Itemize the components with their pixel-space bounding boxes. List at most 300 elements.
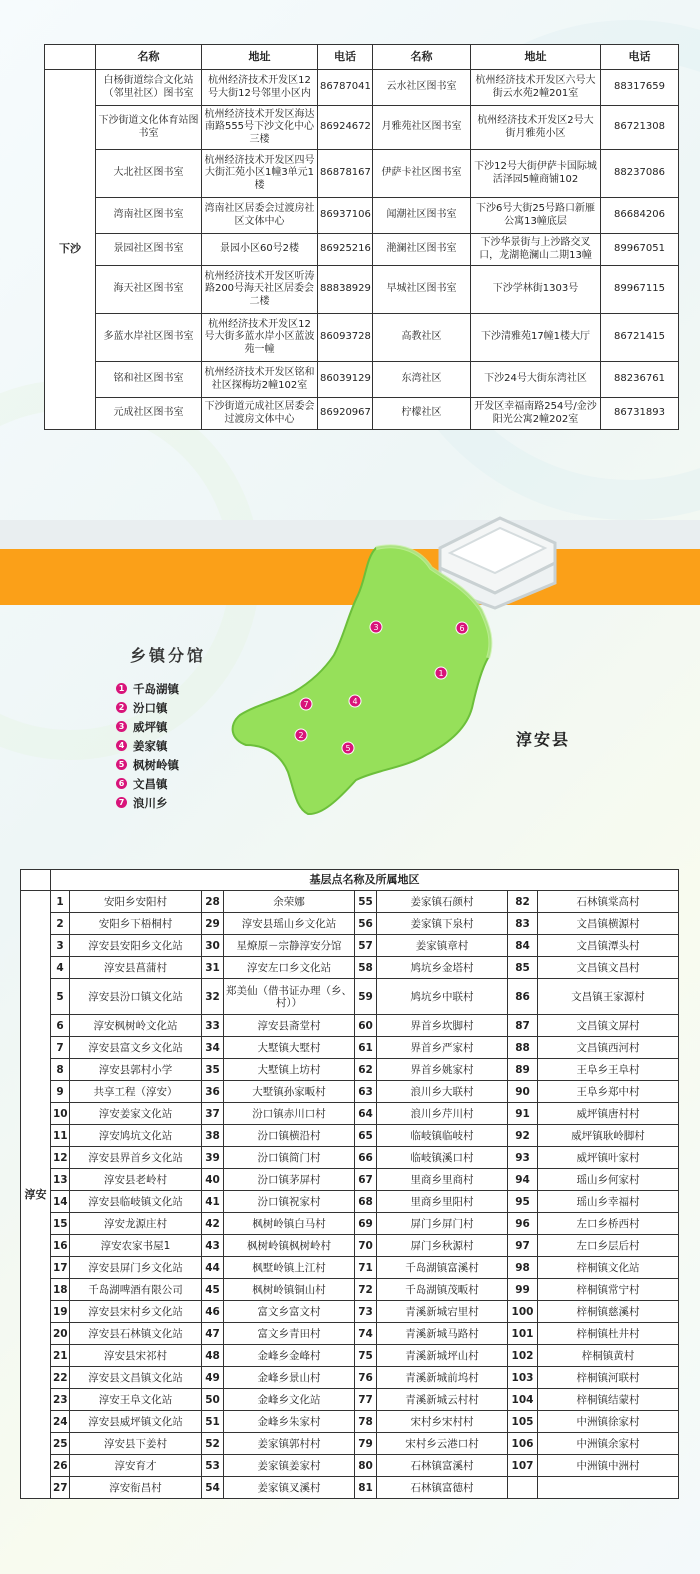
point-number: 32 (202, 979, 224, 1015)
table-title: 基层点名称及所属地区 (51, 870, 679, 891)
header-blank (21, 870, 51, 891)
table-row (21, 1323, 679, 1345)
table-cell: 86787041 (318, 70, 373, 106)
point-number: 20 (51, 1323, 70, 1345)
point-name: 淳安县下姜村 (70, 1433, 202, 1455)
table-cell: 下沙清雅苑17幢1楼大厅 (471, 314, 601, 362)
table-row (21, 1147, 679, 1169)
point-number: 91 (508, 1103, 538, 1125)
legend-number-badge: 1 (116, 683, 127, 694)
point-number: 98 (508, 1257, 538, 1279)
table-cell: 88237086 (601, 150, 679, 198)
table-cell: 下沙12号大街伊萨卡国际城活泽园5幢商铺102 (471, 150, 601, 198)
table-cell: 开发区幸福南路254号/金沙阳光公寓2幢202室 (471, 398, 601, 430)
point-name: 淳安农家书屋1 (70, 1235, 202, 1257)
point-number: 8 (51, 1059, 70, 1081)
map-marker-label: 5 (345, 744, 351, 753)
map-marker (349, 695, 361, 707)
legend-label: 威坪镇 (133, 719, 168, 734)
point-name: 石林镇富德村 (377, 1477, 508, 1499)
point-name: 淳安育才 (70, 1455, 202, 1477)
point-name: 文昌镇文昌村 (538, 957, 679, 979)
map-marker (300, 698, 312, 710)
table-row (21, 1169, 679, 1191)
point-number: 12 (51, 1147, 70, 1169)
table-cell: 月雅苑社区图书室 (373, 106, 471, 150)
point-name: 淳安县石林镇文化站 (70, 1323, 202, 1345)
point-name: 淳安枫树岭文化站 (70, 1015, 202, 1037)
point-name: 里商乡里阳村 (377, 1191, 508, 1213)
point-number: 38 (202, 1125, 224, 1147)
point-name: 姜家镇章村 (377, 935, 508, 957)
point-name: 金峰乡景山村 (224, 1367, 355, 1389)
point-name: 淳安鸠坑文化站 (70, 1125, 202, 1147)
point-number: 68 (355, 1191, 377, 1213)
point-name: 青溪新城马路村 (377, 1323, 508, 1345)
table-row (21, 1411, 679, 1433)
table-cell: 大北社区图书室 (96, 150, 202, 198)
point-name: 王阜乡王阜村 (538, 1059, 679, 1081)
table-row (21, 1367, 679, 1389)
point-number: 59 (355, 979, 377, 1015)
table-cell: 多蓝水岸社区图书室 (96, 314, 202, 362)
point-name: 文昌镇西河村 (538, 1037, 679, 1059)
region-cell: 淳安 (21, 891, 51, 1499)
point-number: 44 (202, 1257, 224, 1279)
point-number: 11 (51, 1125, 70, 1147)
table-row (45, 70, 679, 106)
table-cell: 86093728 (318, 314, 373, 362)
section-title: 乡镇分馆 (130, 646, 207, 665)
point-number: 81 (355, 1477, 377, 1499)
point-number: 73 (355, 1301, 377, 1323)
point-name: 星燎原－宗静淳安分馆 (224, 935, 355, 957)
legend-item (116, 774, 179, 793)
point-name: 淳安县瑶山乡文化站 (224, 913, 355, 935)
point-number: 49 (202, 1367, 224, 1389)
table-cell: 柠檬社区 (373, 398, 471, 430)
point-number: 92 (508, 1125, 538, 1147)
legend-number-badge: 5 (116, 759, 127, 770)
table-row (21, 935, 679, 957)
point-name: 左口乡层后村 (538, 1235, 679, 1257)
point-number: 60 (355, 1015, 377, 1037)
point-name: 石林镇棠高村 (538, 891, 679, 913)
header-blank (45, 45, 96, 70)
point-name: 淳安县临岐镇文化站 (70, 1191, 202, 1213)
point-number: 99 (508, 1279, 538, 1301)
point-number: 77 (355, 1389, 377, 1411)
legend-label: 汾口镇 (133, 700, 168, 715)
point-number: 18 (51, 1279, 70, 1301)
point-number: 74 (355, 1323, 377, 1345)
legend-label: 文昌镇 (133, 776, 168, 791)
map-marker (342, 742, 354, 754)
table-cell: 伊萨卡社区图书室 (373, 150, 471, 198)
column-header: 地址 (202, 45, 318, 70)
point-name: 姜家镇姜家村 (224, 1455, 355, 1477)
table-cell: 早城社区图书室 (373, 266, 471, 314)
point-name: 青溪新城宕里村 (377, 1301, 508, 1323)
point-name: 富文乡富文村 (224, 1301, 355, 1323)
point-name: 淳安王阜文化站 (70, 1389, 202, 1411)
point-number: 28 (202, 891, 224, 913)
point-name: 安阳乡下梧桐村 (70, 913, 202, 935)
table-cell: 下沙街道元成社区居委会过渡房文体中心 (202, 398, 318, 430)
point-name: 界首乡姚家村 (377, 1059, 508, 1081)
point-number: 100 (508, 1301, 538, 1323)
table-cell: 86684206 (601, 198, 679, 234)
point-number: 48 (202, 1345, 224, 1367)
table-row (21, 979, 679, 1015)
legend-item (116, 736, 179, 755)
point-name: 梓桐镇河联村 (538, 1367, 679, 1389)
point-number: 102 (508, 1345, 538, 1367)
point-number: 79 (355, 1433, 377, 1455)
table-cell: 88236761 (601, 362, 679, 398)
point-name: 淳安县宋村乡文化站 (70, 1301, 202, 1323)
point-name: 梓桐镇黄村 (538, 1345, 679, 1367)
point-number: 58 (355, 957, 377, 979)
point-name: 郑美仙（借书证办理（乡、村）） (224, 979, 355, 1015)
point-number: 76 (355, 1367, 377, 1389)
column-header: 电话 (601, 45, 679, 70)
table-row (21, 891, 679, 913)
table-cell: 86721308 (601, 106, 679, 150)
table-row (21, 1037, 679, 1059)
table-row (21, 1235, 679, 1257)
legend-item (116, 755, 179, 774)
point-name: 枫树岭镇枫树岭村 (224, 1235, 355, 1257)
point-name: 汾口镇简门村 (224, 1147, 355, 1169)
point-number: 21 (51, 1345, 70, 1367)
chunan-county-map (226, 540, 542, 830)
point-number: 54 (202, 1477, 224, 1499)
table-cell: 景园社区图书室 (96, 234, 202, 266)
point-name: 姜家镇石颜村 (377, 891, 508, 913)
table-cell: 铭和社区图书室 (96, 362, 202, 398)
point-number: 47 (202, 1323, 224, 1345)
point-number: 53 (202, 1455, 224, 1477)
point-number: 42 (202, 1213, 224, 1235)
point-name: 里商乡里商村 (377, 1169, 508, 1191)
point-number: 55 (355, 891, 377, 913)
table-cell: 86925216 (318, 234, 373, 266)
table-cell: 86924672 (318, 106, 373, 150)
point-number: 86 (508, 979, 538, 1015)
table-row (21, 1103, 679, 1125)
point-number: 7 (51, 1037, 70, 1059)
point-name: 浪川乡芹川村 (377, 1103, 508, 1125)
table-row (21, 1345, 679, 1367)
point-name: 青溪新城云村村 (377, 1389, 508, 1411)
point-number: 43 (202, 1235, 224, 1257)
table-cell: 元成社区图书室 (96, 398, 202, 430)
table-cell: 86721415 (601, 314, 679, 362)
table-cell: 89967115 (601, 266, 679, 314)
point-number: 89 (508, 1059, 538, 1081)
table-cell: 88838929 (318, 266, 373, 314)
map-legend (116, 679, 179, 812)
point-name: 梓桐镇慈溪村 (538, 1301, 679, 1323)
point-number: 3 (51, 935, 70, 957)
point-number: 65 (355, 1125, 377, 1147)
point-name: 威坪镇耿岭脚村 (538, 1125, 679, 1147)
point-number: 90 (508, 1081, 538, 1103)
map-marker-label: 6 (459, 624, 465, 633)
point-name: 金峰乡金峰村 (224, 1345, 355, 1367)
table-row (21, 1389, 679, 1411)
point-number: 25 (51, 1433, 70, 1455)
table-row (45, 314, 679, 362)
point-number: 66 (355, 1147, 377, 1169)
point-name: 梓桐镇常宁村 (538, 1279, 679, 1301)
point-name: 梓桐镇文化站 (538, 1257, 679, 1279)
table-row (45, 150, 679, 198)
point-name: 淳安县威坪镇文化站 (70, 1411, 202, 1433)
xiasha-library-table (44, 44, 679, 430)
table-cell: 海天社区图书室 (96, 266, 202, 314)
point-number: 57 (355, 935, 377, 957)
table-cell: 88317659 (601, 70, 679, 106)
table-row (21, 1455, 679, 1477)
point-number: 22 (51, 1367, 70, 1389)
point-number: 15 (51, 1213, 70, 1235)
point-name: 梓桐镇杜井村 (538, 1323, 679, 1345)
point-number: 70 (355, 1235, 377, 1257)
point-number: 82 (508, 891, 538, 913)
point-name: 鸠坑乡中联村 (377, 979, 508, 1015)
point-name: 淳安衔昌村 (70, 1477, 202, 1499)
point-name: 文昌镇文屏村 (538, 1015, 679, 1037)
point-name: 大墅镇孙家畈村 (224, 1081, 355, 1103)
point-name: 屏门乡屏门村 (377, 1213, 508, 1235)
point-name: 界首乡严家村 (377, 1037, 508, 1059)
point-number: 40 (202, 1169, 224, 1191)
map-marker-label: 4 (352, 697, 358, 706)
point-name: 淳安县文昌镇文化站 (70, 1367, 202, 1389)
legend-item (116, 793, 179, 812)
table-row (21, 1301, 679, 1323)
column-header: 名称 (373, 45, 471, 70)
point-name: 梓桐镇结蒙村 (538, 1389, 679, 1411)
point-number: 4 (51, 957, 70, 979)
point-number: 63 (355, 1081, 377, 1103)
point-number: 14 (51, 1191, 70, 1213)
point-number: 67 (355, 1169, 377, 1191)
point-name: 威坪镇叶家村 (538, 1147, 679, 1169)
legend-item (116, 679, 179, 698)
point-number: 33 (202, 1015, 224, 1037)
column-header: 地址 (471, 45, 601, 70)
legend-label: 姜家镇 (133, 738, 168, 753)
point-name: 淳安县屏门乡文化站 (70, 1257, 202, 1279)
table-cell: 下沙街道文化体育站图书室 (96, 106, 202, 150)
point-number: 64 (355, 1103, 377, 1125)
map-marker-label: 7 (303, 700, 309, 709)
point-number: 37 (202, 1103, 224, 1125)
table-cell: 杭州经济技术开发区铭和社区探梅坊2幢102室 (202, 362, 318, 398)
table-cell: 云水社区图书室 (373, 70, 471, 106)
point-number: 85 (508, 957, 538, 979)
table-row (45, 198, 679, 234)
point-name: 浪川乡大联村 (377, 1081, 508, 1103)
point-number: 9 (51, 1081, 70, 1103)
point-number: 19 (51, 1301, 70, 1323)
point-number: 39 (202, 1147, 224, 1169)
table-header-row (45, 45, 679, 70)
point-name: 淳安姜家文化站 (70, 1103, 202, 1125)
point-number: 106 (508, 1433, 538, 1455)
map-marker-label: 2 (298, 731, 304, 740)
point-number: 10 (51, 1103, 70, 1125)
map-marker (295, 729, 307, 741)
point-name: 淳安左口乡文化站 (224, 957, 355, 979)
point-name: 瑶山乡幸福村 (538, 1191, 679, 1213)
table-row (45, 398, 679, 430)
point-name: 威坪镇唐村村 (538, 1103, 679, 1125)
column-header: 名称 (96, 45, 202, 70)
table-cell: 东湾社区 (373, 362, 471, 398)
point-name: 汾口镇横沿村 (224, 1125, 355, 1147)
legend-number-badge: 6 (116, 778, 127, 789)
point-number: 87 (508, 1015, 538, 1037)
table-cell: 89967051 (601, 234, 679, 266)
point-name: 石林镇富溪村 (377, 1455, 508, 1477)
point-number: 51 (202, 1411, 224, 1433)
point-number: 80 (355, 1455, 377, 1477)
point-number (508, 1477, 538, 1499)
table-cell: 86878167 (318, 150, 373, 198)
table-cell: 下沙学林街1303号 (471, 266, 601, 314)
point-name: 文昌镇潭头村 (538, 935, 679, 957)
point-number: 27 (51, 1477, 70, 1499)
table-row (21, 1059, 679, 1081)
point-number: 94 (508, 1169, 538, 1191)
table-cell: 湾南社区图书室 (96, 198, 202, 234)
point-number: 16 (51, 1235, 70, 1257)
point-name: 淳安县宋祁村 (70, 1345, 202, 1367)
point-name: 宋村乡宋村村 (377, 1411, 508, 1433)
point-name: 千岛湖镇富溪村 (377, 1257, 508, 1279)
point-name: 安阳乡安阳村 (70, 891, 202, 913)
point-number: 61 (355, 1037, 377, 1059)
point-name: 宋村乡云港口村 (377, 1433, 508, 1455)
point-name: 大墅镇上坊村 (224, 1059, 355, 1081)
table-cell: 86731893 (601, 398, 679, 430)
point-number: 103 (508, 1367, 538, 1389)
table-cell: 景园小区60号2楼 (202, 234, 318, 266)
map-marker (456, 622, 468, 634)
point-name: 千岛湖啤酒有限公司 (70, 1279, 202, 1301)
table-cell: 杭州经济技术开发区12号大街12号邻里小区内 (202, 70, 318, 106)
point-name: 汾口镇赤川口村 (224, 1103, 355, 1125)
point-number: 34 (202, 1037, 224, 1059)
point-number: 78 (355, 1411, 377, 1433)
point-number: 105 (508, 1411, 538, 1433)
table-row (45, 234, 679, 266)
point-number: 1 (51, 891, 70, 913)
legend-item (116, 698, 179, 717)
point-number: 62 (355, 1059, 377, 1081)
table-row (21, 1015, 679, 1037)
point-name: 姜家镇叉溪村 (224, 1477, 355, 1499)
table-cell: 闻潮社区图书室 (373, 198, 471, 234)
point-name: 淳安县斋堂村 (224, 1015, 355, 1037)
point-number: 88 (508, 1037, 538, 1059)
column-header: 电话 (318, 45, 373, 70)
point-name: 文昌镇横源村 (538, 913, 679, 935)
table-cell: 湾南社区居委会过渡房社区文体中心 (202, 198, 318, 234)
point-name: 枫墅岭镇上江村 (224, 1257, 355, 1279)
table-row (21, 913, 679, 935)
table-cell: 杭州经济技术开发区海达南路555号下沙文化中心三楼 (202, 106, 318, 150)
point-number: 83 (508, 913, 538, 935)
point-name: 金峰乡朱家村 (224, 1411, 355, 1433)
table-row (21, 1279, 679, 1301)
point-number: 17 (51, 1257, 70, 1279)
point-number: 30 (202, 935, 224, 957)
table-cell: 下沙24号大街东湾社区 (471, 362, 601, 398)
point-name: 汾口镇祝家村 (224, 1191, 355, 1213)
point-name: 汾口镇茅屏村 (224, 1169, 355, 1191)
table-cell: 滟澜社区图书室 (373, 234, 471, 266)
point-number: 75 (355, 1345, 377, 1367)
point-number: 26 (51, 1455, 70, 1477)
table-row (21, 957, 679, 979)
legend-label: 枫树岭镇 (133, 757, 179, 772)
point-name: 淳安龙源庄村 (70, 1213, 202, 1235)
table-header-row (21, 870, 679, 891)
chunan-points-table (20, 869, 679, 1499)
table-cell: 86937106 (318, 198, 373, 234)
point-number: 107 (508, 1455, 538, 1477)
point-name: 淳安县菖蒲村 (70, 957, 202, 979)
table-row (45, 266, 679, 314)
point-name: 屏门乡秋源村 (377, 1235, 508, 1257)
point-name: 淳安县安阳乡文化站 (70, 935, 202, 957)
point-number: 50 (202, 1389, 224, 1411)
point-number: 71 (355, 1257, 377, 1279)
point-name: 姜家镇下泉村 (377, 913, 508, 935)
map-marker (370, 621, 382, 633)
point-number: 6 (51, 1015, 70, 1037)
point-name (538, 1477, 679, 1499)
map-marker (435, 667, 447, 679)
point-name: 枫树岭镇铜山村 (224, 1279, 355, 1301)
point-name: 王阜乡郑中村 (538, 1081, 679, 1103)
point-name: 淳安县界首乡文化站 (70, 1147, 202, 1169)
point-name: 临岐镇临岐村 (377, 1125, 508, 1147)
point-name: 中洲镇中洲村 (538, 1455, 679, 1477)
point-name: 金峰乡文化站 (224, 1389, 355, 1411)
point-name: 左口乡桥西村 (538, 1213, 679, 1235)
point-name: 临岐镇溪口村 (377, 1147, 508, 1169)
table-row (45, 362, 679, 398)
table-cell: 杭州经济技术开发区2号大街月雅苑小区 (471, 106, 601, 150)
point-name: 富文乡青田村 (224, 1323, 355, 1345)
point-number: 56 (355, 913, 377, 935)
point-number: 23 (51, 1389, 70, 1411)
legend-number-badge: 2 (116, 702, 127, 713)
point-name: 姜家镇郭村村 (224, 1433, 355, 1455)
table-cell: 杭州经济技术开发区听涛路200号海天社区居委会二楼 (202, 266, 318, 314)
point-name: 鸠坑乡金塔村 (377, 957, 508, 979)
table-cell: 86920967 (318, 398, 373, 430)
point-name: 枫树岭镇白马村 (224, 1213, 355, 1235)
table-cell: 高教社区 (373, 314, 471, 362)
table-cell: 下沙6号大街25号路口新雁公寓13幢底层 (471, 198, 601, 234)
